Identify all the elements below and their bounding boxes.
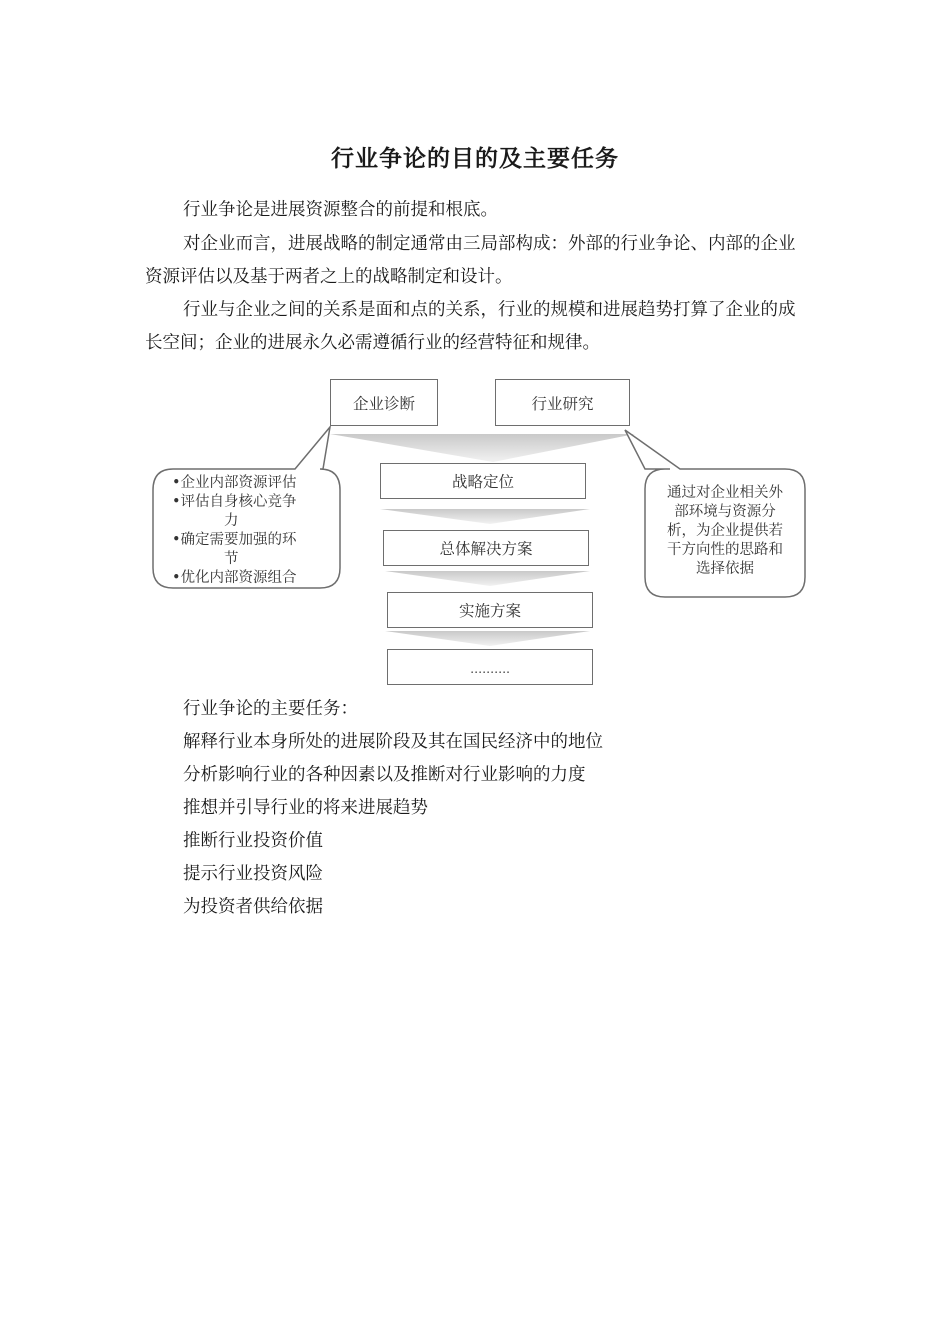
left-bubble-line: 节: [224, 551, 239, 567]
right-bubble-line: 通过对企业相关外: [667, 485, 783, 501]
paragraph-1: 行业争论是进展资源整合的前提和根底。: [183, 200, 498, 220]
box-industry-research: 行业研究: [495, 379, 630, 426]
right-bubble-line: 干方向性的思路和: [667, 542, 783, 558]
strategy-diagram: [145, 372, 815, 690]
chevron-arrow-3: [385, 631, 590, 646]
box-enterprise-diagnosis: 企业诊断: [330, 379, 438, 426]
task-item: 推断行业投资价值: [183, 831, 323, 851]
tasks-heading: 行业争论的主要任务：: [183, 699, 358, 719]
chevron-arrow-2: [385, 571, 590, 586]
right-bubble-text: [649, 484, 801, 579]
paragraph-2: 对企业而言，进展战略的制定通常由三局部构成：外部的行业争论、内部的企业资源评估以及基于两者之上的战略制定和设计。: [145, 234, 796, 287]
left-bubble-line: 力: [224, 513, 239, 529]
chevron-arrow-1: [380, 509, 590, 524]
left-bubble-line: •确定需要加强的环: [172, 532, 297, 548]
left-bubble-line: •优化内部资源组合: [172, 570, 297, 586]
left-bubble-text: [172, 474, 342, 588]
step-strategy-positioning: 战略定位: [380, 463, 586, 499]
right-bubble-line: 部环境与资源分: [674, 504, 776, 520]
page-title: 行业争论的目的及主要任务: [331, 146, 619, 172]
funnel-arrow: [330, 434, 635, 462]
step-overall-solution: 总体解决方案: [383, 530, 589, 566]
task-item: 提示行业投资风险: [183, 864, 323, 884]
right-bubble-line: 析，为企业提供若: [667, 523, 783, 539]
left-bubble-line: •评估自身核心竞争: [172, 494, 297, 510]
task-item: 分析影响行业的各种因素以及推断对行业影响的力度: [183, 765, 586, 785]
task-item: 推想并引导行业的将来进展趋势: [183, 798, 428, 818]
task-item: 为投资者供给依据: [183, 897, 323, 917]
paragraph-3: 行业与企业之间的关系是面和点的关系，行业的规模和进展趋势打算了企业的成长空间；企业的进展永久必需遵循行业的经营特征和规律。: [145, 300, 796, 353]
left-bubble-line: •企业内部资源评估: [172, 475, 297, 491]
task-item: 解释行业本身所处的进展阶段及其在国民经济中的地位: [183, 732, 603, 752]
step-more: ……….: [387, 649, 593, 685]
right-bubble-line: 选择依据: [696, 561, 754, 577]
step-implementation-plan: 实施方案: [387, 592, 593, 628]
